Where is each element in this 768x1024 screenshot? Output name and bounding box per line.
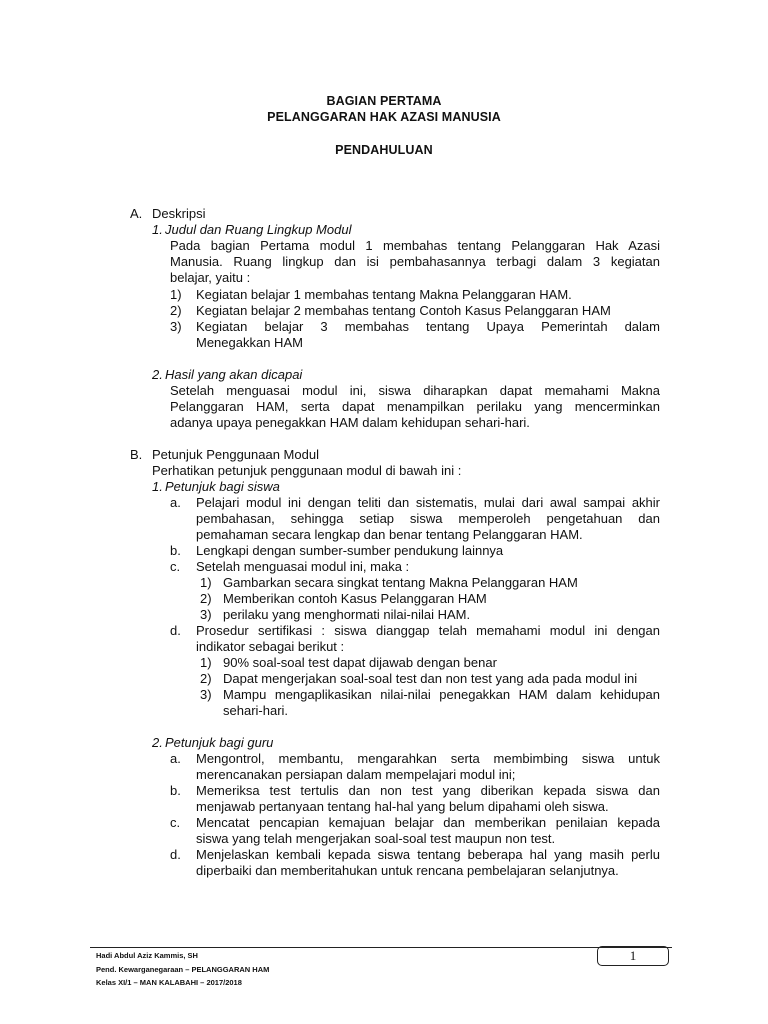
subsection-number: 2. [152,367,163,382]
list-item: Kegiatan belajar 3 membahas tentang Upaya Pemerintah dalam [196,319,660,334]
part-heading: BAGIAN PERTAMA [326,94,442,108]
item-text: Mencatat pencapian kemajuan belajar dan memberikan penilaian kepada [196,815,660,830]
item-label: d. [170,847,181,862]
section-b-intro: Perhatikan petunjuk penggunaan modul di bawah ini : [152,463,462,478]
list-number: 2) [200,591,212,606]
subsection-title: Judul dan Ruang Lingkup Modul [165,222,352,237]
item-text: indikator sebagai berikut : [196,639,345,654]
item-text: merencanakan persiapan dalam mempelajari modul ini; [196,767,516,782]
list-item-continued: sehari-hari. [223,703,289,718]
item-text: Menjelaskan kembali kepada siswa tentang beberapa hal yang masih perlu [196,847,660,862]
list-number: 1) [170,287,182,302]
footer-subject: Pend. Kewarganegaraan – PELANGGARAN HAM [96,965,270,974]
item-label: b. [170,543,181,558]
item-label: d. [170,623,181,638]
section-a-heading: Deskripsi [152,206,206,221]
item-text: Lengkapi dengan sumber-sumber pendukung lainnya [196,543,504,558]
list-number: 3) [170,319,182,334]
item-text: Memeriksa test tertulis dan non test yang diberikan kepada siswa dan [196,783,660,798]
section-a-letter: A. [130,206,143,221]
list-item: Gambarkan secara singkat tentang Makna Pelanggaran HAM [223,575,578,590]
item-label: b. [170,783,181,798]
subsection-number: 2. [152,735,163,750]
subsection-title: Petunjuk bagi siswa [165,479,280,494]
footer-class: Kelas XI/1 – MAN KALABAHI – 2017/2018 [96,978,242,987]
list-item: 90% soal-soal test dapat dijawab dengan benar [223,655,497,670]
item-label: c. [170,559,181,574]
subsection-title: Hasil yang akan dicapai [165,367,303,382]
page-number: 1 [597,946,669,966]
item-text: Setelah menguasai modul ini, maka : [196,559,410,574]
list-number: 3) [200,687,212,702]
document-title: PELANGGARAN HAK AZASI MANUSIA [267,110,501,124]
section-b-heading: Petunjuk Penggunaan Modul [152,447,319,462]
list-number: 3) [200,607,212,622]
item-text: pembahasan, sehingga setiap siswa memperoleh pengetahuan dan [196,511,660,526]
list-item: Kegiatan belajar 1 membahas tentang Makna Pelanggaran HAM. [196,287,572,302]
list-item: Dapat mengerjakan soal-soal test dan non test yang ada pada modul ini [223,671,638,686]
footer-author: Hadi Abdul Aziz Kammis, SH [96,951,198,960]
list-number: 2) [200,671,212,686]
list-item: perilaku yang menghormati nilai-nilai HAM. [223,607,471,622]
footer-divider [90,947,672,948]
item-text: diperbaiki dan memberitahukan untuk rencana pembelajaran selanjutnya. [196,863,619,878]
list-item: Kegiatan belajar 2 membahas tentang Contoh Kasus Pelanggaran HAM [196,303,611,318]
item-text: siswa yang telah mengerjakan soal-soal test maupun non test. [196,831,556,846]
item-text: Pelajari modul ini dengan teliti dan sistematis, mulai dari awal sampai akhir [196,495,660,510]
item-label: a. [170,495,181,510]
section-heading: PENDAHULUAN [335,143,433,157]
subsection-title: Petunjuk bagi guru [165,735,274,750]
subsection-number: 1. [152,479,163,494]
paragraph-line: Pada bagian Pertama modul 1 membahas tentang Pelanggaran Hak Azasi [170,238,660,253]
item-text: pemahaman secara lengkap dan benar tentang Pelanggaran HAM. [196,527,583,542]
paragraph-line: adanya upaya penegakkan HAM dalam kehidupan sehari-hari. [170,415,530,430]
list-item: Mampu mengaplikasikan nilai-nilai penegakkan HAM dalam kehidupan [223,687,660,702]
subsection-number: 1. [152,222,163,237]
paragraph-line: belajar, yaitu : [170,270,251,285]
list-number: 1) [200,655,212,670]
section-b-letter: B. [130,447,143,462]
item-label: c. [170,815,181,830]
paragraph-line: Pelanggaran HAM, serta dapat menampilkan perilaku yang mencerminkan [170,399,660,414]
paragraph-line: Manusia. Ruang lingkup dan isi pembahasannya terbagi dalam 3 kegiatan [170,254,660,269]
list-number: 2) [170,303,182,318]
item-text: Mengontrol, membantu, mengarahkan serta membimbing siswa untuk [196,751,660,766]
item-label: a. [170,751,181,766]
item-text: Prosedur sertifikasi : siswa dianggap telah memahami modul ini dengan [196,623,660,638]
paragraph-line: Setelah menguasai modul ini, siswa diharapkan dapat memahami Makna [170,383,660,398]
list-number: 1) [200,575,212,590]
item-text: menjawab pertanyaan tentang hal-hal yang belum dipahami oleh siswa. [196,799,609,814]
list-item: Memberikan contoh Kasus Pelanggaran HAM [223,591,487,606]
list-item-continued: Menegakkan HAM [196,335,303,350]
